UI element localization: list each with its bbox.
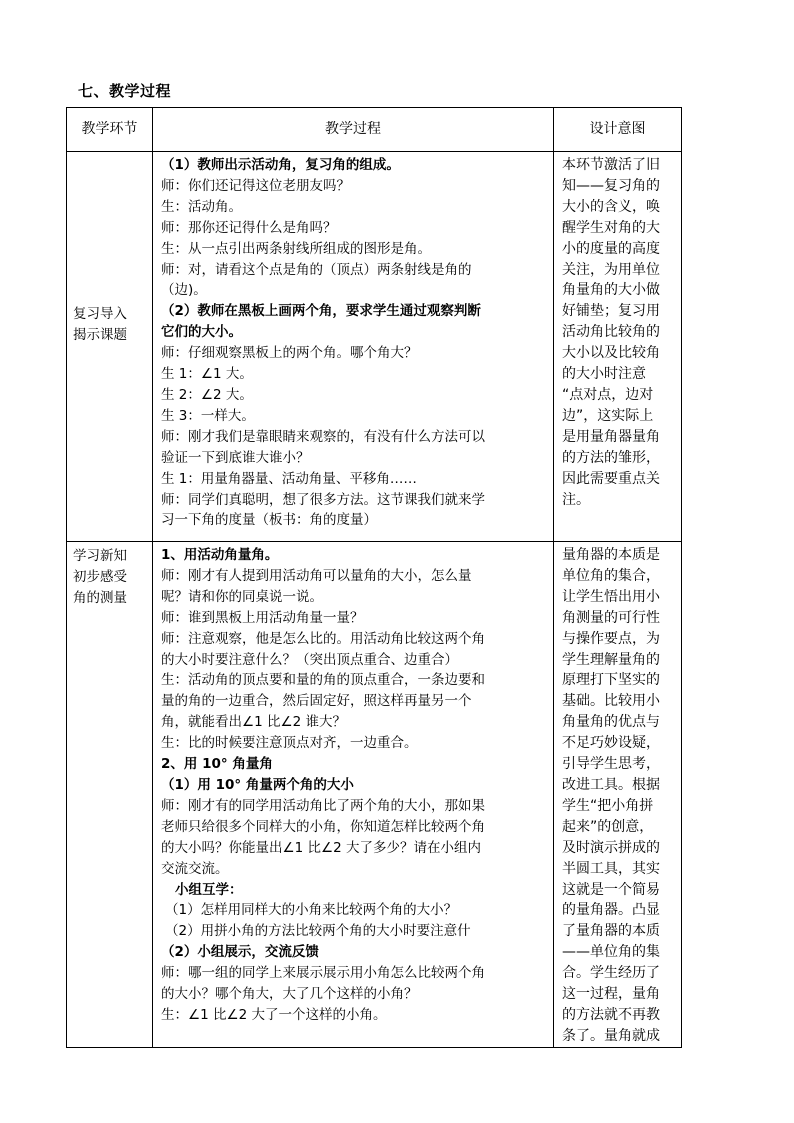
header-intent: 设计意图 [554,108,682,152]
intent-line: 基础。比较用小 [562,693,660,710]
process-line: 角，就能看出∠1 比∠2 谁大？ [161,714,346,731]
intent-line: 因此需要重点关 [562,470,660,487]
intent-line: 与操作要点，为 [562,630,660,647]
process-line: 的大小？哪个角大，大了几个这样的小角？ [161,986,418,1003]
process-line: 呢？请和你的同桌说一说。 [161,588,323,605]
intent-line: 这一过程，量角 [562,986,660,1003]
stage-line: 初步感受 [73,568,127,585]
intent-line: 合。学生经历了 [562,965,660,982]
process-line: 师：对，请看这个点是角的（顶点）两条射线是角的 [161,261,472,278]
process-cell [153,542,554,1048]
intent-line: 改进工具。根据 [562,776,660,793]
process-line: 老师只给很多个同样大的小角，你知道怎样比较两个角 [161,818,485,835]
stage-cell [67,542,153,1048]
intent-line: 了量角器的本质 [562,923,660,940]
process-line: 师：仔细观察黑板上的两个角。哪个角大？ [161,345,418,362]
process-line: 师：注意观察，他是怎么比的。用活动角比较这两个角 [161,630,485,647]
header-process: 教学过程 [153,108,554,152]
process-line: 验证一下到底谁大谁小？ [161,449,310,466]
intent-line: 这就是一个简易 [562,881,660,898]
intent-line: 及时演示拼成的 [562,839,660,856]
process-line: 生 1：∠1 大。 [161,366,253,383]
intent-line: 的方法的雏形， [562,449,660,466]
process-line: 师：刚才有的同学用活动角比了两个角的大小，那如果 [161,797,485,814]
intent-line: 边”，这实际上 [562,407,654,424]
intent-line: ——单位角的集 [562,944,660,961]
process-line: 的大小时要注意什么？（突出顶点重合、边重合） [161,651,458,668]
intent-line: “点对点，边对 [562,386,654,403]
intent-line: 注。 [562,491,590,508]
intent-line: 大小以及比较角 [562,345,660,362]
process-line: 生 3：一样大。 [161,407,255,424]
intent-line: 学生“把小角拼 [562,797,654,814]
intent-line: 小的度量的高度 [562,240,660,257]
table-row [67,152,682,542]
intent-line: 学生理解量角的 [562,651,660,668]
process-line: 交流交流。 [161,860,229,877]
process-line: 生：比的时候要注意顶点对齐，一边重合。 [161,735,418,752]
intent-line: 的方法就不再教 [562,1006,660,1023]
process-line: 习一下角的度量（板书：角的度量） [161,512,377,529]
intent-line: 活动角比较角的 [562,324,660,341]
intent-line: 好铺垫；复习用 [562,303,660,320]
intent-line: 让学生悟出用小 [562,588,660,605]
process-line: 师：刚才有人提到用活动角可以量角的大小，怎么量 [161,567,472,584]
stage-line: 角的测量 [73,589,127,606]
table-header-row [67,108,682,152]
intent-line: 引导学生思考， [562,756,660,773]
intent-line: 的大小时注意 [562,366,646,383]
intent-line: 原理打下坚实的 [562,672,660,689]
process-line: 师：同学们真聪明，想了很多方法。这节课我们就来学 [161,491,485,508]
process-line: 师：哪一组的同学上来展示展示用小角怎么比较两个角 [161,965,485,982]
intent-line: 量角器的本质是 [562,547,660,563]
process-line: （1）怎样用同样大的小角来比较两个角的大小？ [165,902,458,919]
intent-cell [554,152,682,542]
process-line: （2）用拼小角的方法比较两个角的大小时要注意什 [165,923,471,940]
process-line: 它们的大小。 [161,324,242,341]
process-line: （2）小组展示，交流反馈 [161,944,319,961]
process-line: 的大小吗？你能量出∠1 比∠2 大了多少？请在小组内 [161,839,481,856]
intent-line: 角量角的优点与 [562,714,660,731]
stage-cell [67,152,153,542]
intent-line: 角测量的可行性 [562,609,660,626]
process-cell [153,152,554,542]
intent-line: 角量角的大小做 [562,282,660,299]
section-heading: 七、教学过程 [78,82,172,100]
process-line: （边)。 [161,282,207,299]
header-stage: 教学环节 [67,108,153,152]
intent-line: 单位角的集合， [562,567,660,584]
process-line: 生 2：∠2 大。 [161,386,253,403]
table-row [67,542,682,1048]
intent-line: 条了。量角就成 [562,1027,660,1044]
intent-line: 半圆工具，其实 [562,860,660,877]
process-line: 2、用 10° 角量角 [161,756,273,773]
intent-line: 本环节激活了旧 [562,157,660,173]
intent-line: 醒学生对角的大 [562,219,660,236]
teaching-process-table [66,107,682,1048]
process-line: 小组互学： [175,881,243,898]
intent-line: 知——复习角的 [562,177,660,194]
intent-line: 大小的含义，唤 [562,198,660,215]
stage-line: 学习新知 [73,548,127,564]
process-line: 1、用活动角量角。 [161,547,279,563]
process-line: （1）教师出示活动角，复习角的组成。 [161,157,400,173]
process-line: 师：刚才我们是靠眼睛来观察的，有没有什么方法可以 [161,428,485,445]
process-line: 量的角的一边重合，然后固定好，照这样再量另一个 [161,693,472,710]
intent-cell [554,542,682,1048]
intent-line: 起来”的创意， [562,818,654,835]
process-line: 生：活动角。 [161,198,242,215]
process-line: 生：活动角的顶点要和量的角的顶点重合，一条边要和 [161,672,485,689]
process-line: 师：你们还记得这位老朋友吗？ [161,177,350,194]
process-line: （2）教师在黑板上画两个角，要求学生通过观察判断 [161,303,481,320]
intent-line: 不足巧妙设疑， [562,735,660,752]
process-line: 生：从一点引出两条射线所组成的图形是角。 [161,240,431,257]
intent-line: 的量角器。凸显 [562,902,660,919]
process-line: 师：谁到黑板上用活动角量一量？ [161,609,364,626]
process-line: 生 1：用量角器量、活动角量、平移角…… [161,470,417,487]
intent-line: 关注，为用单位 [562,261,660,278]
process-line: 师：那你还记得什么是角吗？ [161,219,337,236]
stage-line: 揭示课题 [73,326,127,343]
intent-line: 是用量角器量角 [562,428,660,445]
process-line: 生：∠1 比∠2 大了一个这样的小角。 [161,1006,387,1023]
process-line: （1）用 10° 角量两个角的大小 [161,776,354,793]
stage-line: 复习导入 [73,306,127,322]
